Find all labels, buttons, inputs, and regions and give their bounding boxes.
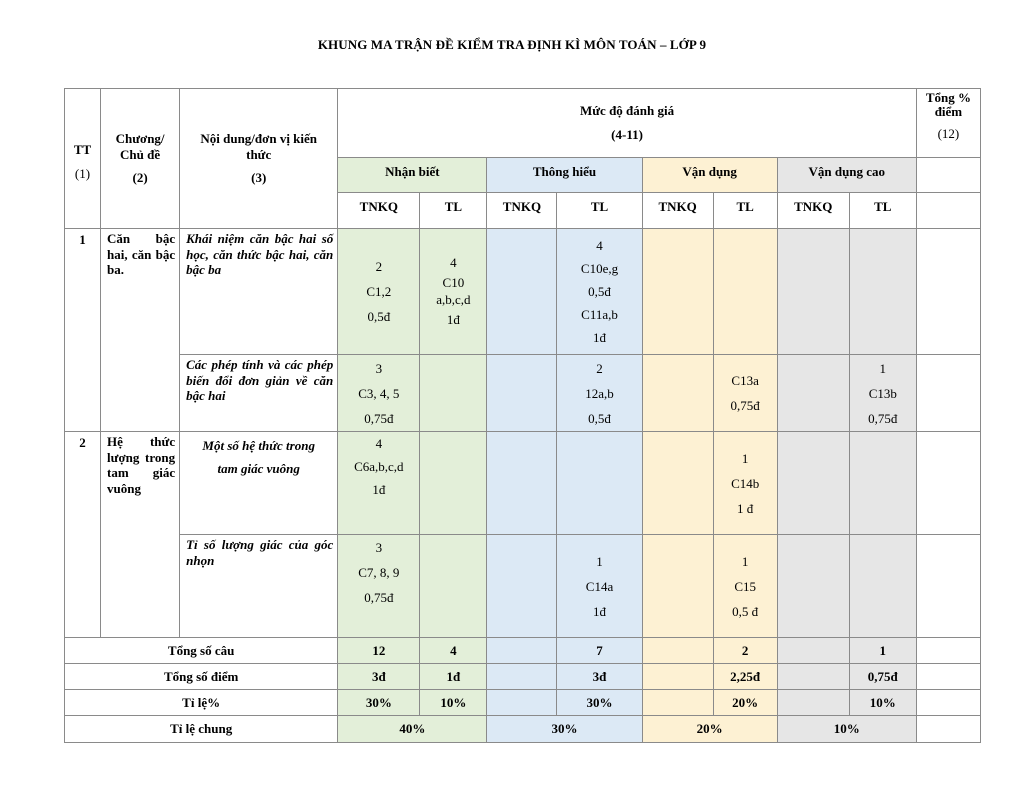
total-vdc-tnkq [777, 664, 849, 690]
empty-cell [916, 193, 980, 229]
cell-nb-tl [420, 535, 487, 638]
cell-vdc-tnkq [777, 229, 849, 355]
cell-vdc-tl [849, 229, 916, 355]
sub-th-tnkq: TNKQ [487, 193, 557, 229]
cell-vdc-tl [849, 535, 916, 638]
assessment-matrix-table [64, 88, 981, 743]
cell-th-tnkq [487, 535, 557, 638]
table-row [65, 229, 981, 355]
total-label: Tổng số điểm [65, 664, 338, 690]
total-row-so-diem [65, 664, 981, 690]
total-label: Tỉ lệ% [65, 690, 338, 716]
total-row-ti-le [65, 690, 981, 716]
cell-nb-tnkq: 4 C6a,b,c,d 1đ [338, 432, 420, 535]
total-vdc-tl: 0,75đ [849, 664, 916, 690]
sub-nb-tl: TL [420, 193, 487, 229]
total-th-tl: 3đ [557, 664, 642, 690]
row-chuong: Căn bậc hai, căn bậc ba. [101, 229, 180, 432]
total-vd-tl: 2 [713, 638, 777, 664]
row-noidung: Các phép tính và các phép biến đổi đơn giản về căn bậc hai [180, 355, 338, 432]
level-thong-hieu: Thông hiểu [487, 158, 642, 193]
sub-nb-tnkq: TNKQ [338, 193, 420, 229]
level-van-dung: Vận dụng [642, 158, 777, 193]
cell-vd-tl [713, 229, 777, 355]
page-title: KHUNG MA TRẬN ĐỀ KIỂM TRA ĐỊNH KÌ MÔN TOÁN – LỚP 9 [317, 37, 707, 52]
total-tong [916, 716, 980, 743]
cell-th-tl: 2 12a,b 0,5đ [557, 355, 642, 432]
total-vd-tnkq [642, 690, 713, 716]
total-nb: 40% [338, 716, 487, 743]
cell-vd-tl: 1 C14b 1 đ [713, 432, 777, 535]
cell-th-tnkq [487, 355, 557, 432]
row-chuong: Hệ thức lượng trong tam giác vuông [101, 432, 180, 638]
cell-vdc-tnkq [777, 535, 849, 638]
header-noidung: Nội dung/đơn vị kiến thức (3) [180, 89, 338, 229]
total-nb-tl: 10% [420, 690, 487, 716]
cell-th-tnkq [487, 229, 557, 355]
total-th-tnkq [487, 638, 557, 664]
cell-nb-tl: 4 C10 a,b,c,d 1đ [420, 229, 487, 355]
total-vd-tnkq [642, 638, 713, 664]
total-vdc-tnkq [777, 638, 849, 664]
cell-nb-tnkq: 2 C1,2 0,5đ [338, 229, 420, 355]
cell-vdc-tl [849, 432, 916, 535]
sub-vdc-tnkq: TNKQ [777, 193, 849, 229]
cell-vd-tl: C13a 0,75đ [713, 355, 777, 432]
header-muc-do: Mức độ đánh giá (4-11) [338, 89, 917, 158]
cell-tong [916, 432, 980, 535]
total-th: 30% [487, 716, 642, 743]
total-th-tl: 30% [557, 690, 642, 716]
total-label: Tổng số câu [65, 638, 338, 664]
cell-nb-tl [420, 355, 487, 432]
level-nhan-biet: Nhận biết [338, 158, 487, 193]
table-row [65, 535, 981, 638]
cell-vd-tl: 1 C15 0,5 đ [713, 535, 777, 638]
row-noidung: Một số hệ thức trong tam giác vuông [180, 432, 338, 535]
header-tt: TT (1) [65, 89, 101, 229]
total-tong [916, 638, 980, 664]
total-nb-tnkq: 3đ [338, 664, 420, 690]
cell-th-tl: 1 C14a 1đ [557, 535, 642, 638]
sub-th-tl: TL [557, 193, 642, 229]
cell-th-tnkq [487, 432, 557, 535]
table-row [65, 432, 981, 535]
cell-vdc-tnkq [777, 355, 849, 432]
cell-vd-tnkq [642, 355, 713, 432]
header-tong: Tổng % điểm (12) [916, 89, 980, 158]
total-row-ti-le-chung [65, 716, 981, 743]
total-vd-tl: 2,25đ [713, 664, 777, 690]
cell-tong [916, 229, 980, 355]
cell-vd-tnkq [642, 229, 713, 355]
total-vdc-tl: 10% [849, 690, 916, 716]
cell-th-tl [557, 432, 642, 535]
total-tong [916, 690, 980, 716]
cell-vdc-tl: 1 C13b 0,75đ [849, 355, 916, 432]
cell-th-tl: 4 C10e,g 0,5đ C11a,b 1đ [557, 229, 642, 355]
cell-nb-tnkq: 3 C7, 8, 9 0,75đ [338, 535, 420, 638]
sub-vd-tl: TL [713, 193, 777, 229]
total-vdc-tl: 1 [849, 638, 916, 664]
cell-vd-tnkq [642, 432, 713, 535]
total-vd-tnkq [642, 664, 713, 690]
total-th-tnkq [487, 664, 557, 690]
row-tt: 1 [65, 229, 101, 432]
total-nb-tnkq: 12 [338, 638, 420, 664]
total-nb-tl: 1đ [420, 664, 487, 690]
sub-vd-tnkq: TNKQ [642, 193, 713, 229]
row-noidung: Tỉ số lượng giác của góc nhọn [180, 535, 338, 638]
cell-vdc-tnkq [777, 432, 849, 535]
level-van-dung-cao: Vận dụng cao [777, 158, 916, 193]
total-vd: 20% [642, 716, 777, 743]
row-noidung: Khái niệm căn bậc hai số học, căn thức bậc hai, căn bậc ba [180, 229, 338, 355]
total-th-tnkq [487, 690, 557, 716]
empty-cell [916, 158, 980, 193]
cell-nb-tnkq: 3 C3, 4, 5 0,75đ [338, 355, 420, 432]
table-row [65, 355, 981, 432]
total-th-tl: 7 [557, 638, 642, 664]
total-vdc: 10% [777, 716, 916, 743]
cell-tong [916, 535, 980, 638]
cell-tong [916, 355, 980, 432]
total-label: Tỉ lệ chung [65, 716, 338, 743]
total-nb-tnkq: 30% [338, 690, 420, 716]
header-chuong: Chương/ Chủ đề (2) [101, 89, 180, 229]
sub-vdc-tl: TL [849, 193, 916, 229]
cell-nb-tl [420, 432, 487, 535]
total-tong [916, 664, 980, 690]
total-vdc-tnkq [777, 690, 849, 716]
row-tt: 2 [65, 432, 101, 638]
total-row-so-cau [65, 638, 981, 664]
cell-vd-tnkq [642, 535, 713, 638]
total-vd-tl: 20% [713, 690, 777, 716]
total-nb-tl: 4 [420, 638, 487, 664]
